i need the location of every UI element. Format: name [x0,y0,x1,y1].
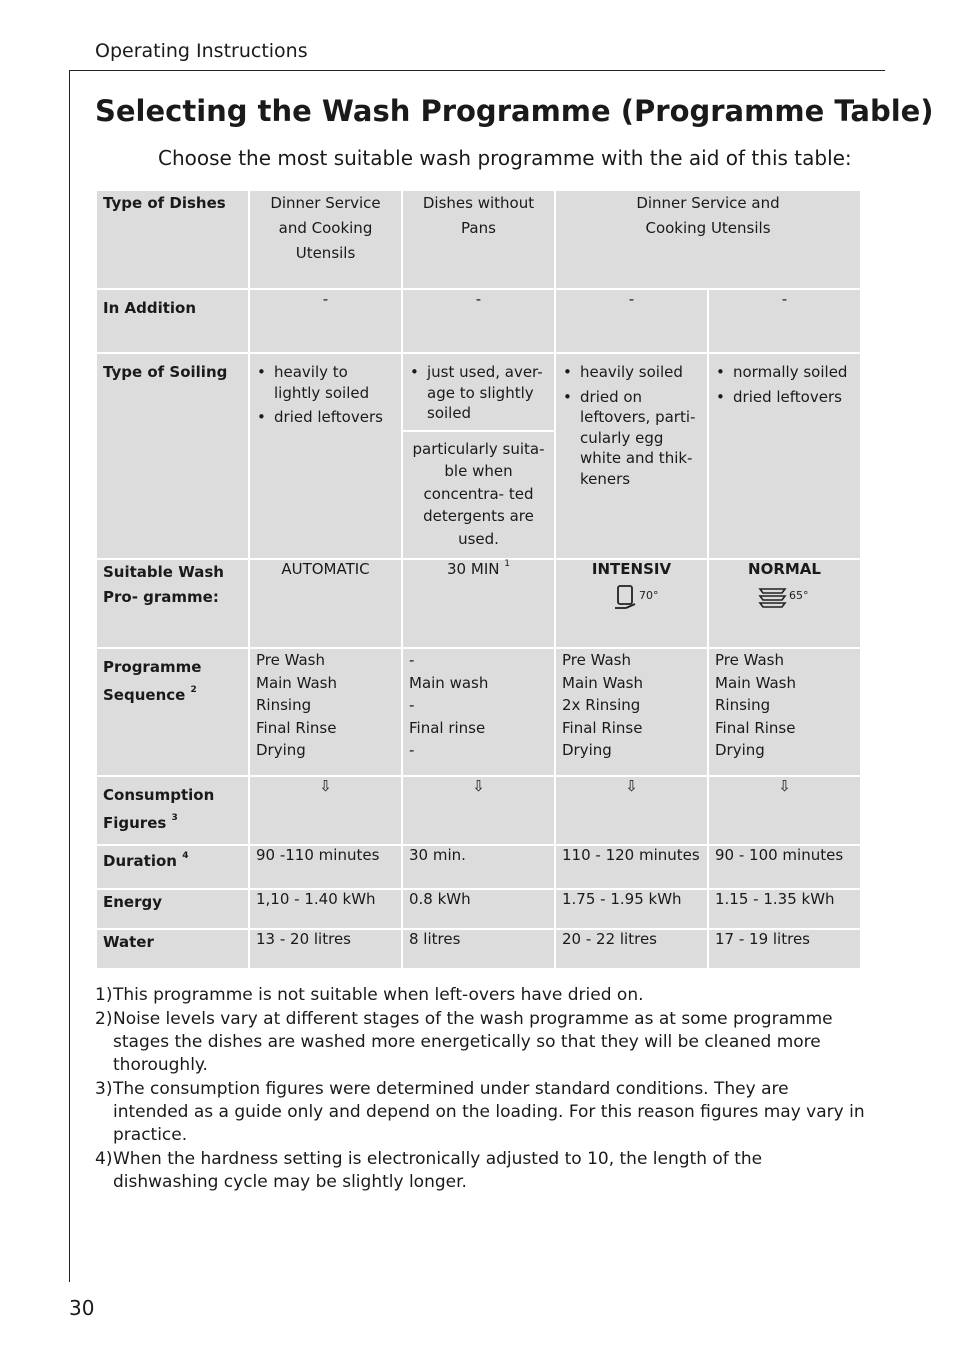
down-arrow-icon: ⇩ [556,777,707,844]
list-item: Drying [562,741,612,759]
programme-table [95,189,862,970]
footnote-number: 3) [95,1079,113,1099]
footnote-number: 2) [95,1009,113,1029]
row-header-duration [97,846,248,888]
list-item: - [409,696,415,714]
soiling-col2-list [409,354,548,424]
soiling-col4 [709,354,860,558]
footnote-number: 1) [95,985,113,1005]
down-arrow-icon: ⇩ [709,777,860,844]
list-item: Final Rinse [715,718,796,737]
water-col3: 20 - 22 litres [556,930,707,968]
row-header-type-of-soiling: Type of Soiling [97,354,248,558]
down-arrow-icon: ⇩ [250,777,401,844]
row-header-duration-label: Duration [103,852,177,870]
soiling-col3 [556,354,707,558]
row-header-energy: Energy [97,890,248,928]
energy-col3: 1.75 - 1.95 kWh [556,890,707,928]
list-item: - [409,741,415,759]
dishes-col34 [556,191,860,288]
list-item: - [409,651,415,669]
list-item: Pre Wash [256,651,326,669]
list-item: • dried leftovers [715,387,854,408]
down-arrow-icon: ⇩ [403,777,554,844]
duration-col3: 110 - 120 minutes [556,846,707,888]
list-item: • heavily soiled [562,362,701,383]
list-item: Rinsing [715,696,771,714]
page-number: 30 [69,1296,95,1320]
programme-col3 [556,560,707,647]
list-item: Final Rinse [562,718,643,737]
list-item: Drying [715,741,765,759]
row-programme-sequence [97,649,860,775]
water-col1: 13 - 20 litres [250,930,401,968]
footnote-text: The consumption figures were determined under standard conditions. They are intended as a guide only and depend on the loading. For this reason figures may vary in practice. [113,1079,865,1145]
programme-col2 [403,560,554,647]
soiling-col1 [250,354,401,558]
plates-icon [755,582,815,614]
in-addition-col1: - [250,290,401,352]
row-header-type-of-dishes: Type of Dishes [97,191,248,288]
list-item: Main Wash [715,673,796,692]
in-addition-col3: - [556,290,707,352]
row-energy [97,890,860,928]
programme-col4 [709,560,860,647]
footnote-text: When the hardness setting is electronically adjusted to 10, the length of the dishwashing cycle may be slightly longer. [113,1149,763,1192]
row-water [97,930,860,968]
list-item: Main Wash [562,673,643,692]
page-title: Selecting the Wash Programme (Programme Table) [95,94,934,128]
row-header-programme-sequence-label: Programme Sequence [103,658,202,704]
sequence-col4 [709,649,860,775]
row-header-consumption-figures [97,777,248,844]
footnote [95,1078,865,1147]
energy-col2: 0.8 kWh [403,890,554,928]
header-rule [69,70,885,71]
programme-col4-label: NORMAL [748,560,821,578]
water-col4: 17 - 19 litres [709,930,860,968]
list-item: • heavily to lightly soiled [256,362,395,403]
list-item: Pre Wash [715,651,785,669]
programme-col3-label: INTENSIV [591,560,672,578]
row-header-suitable-wash: Suitable Wash Pro- gramme: [97,560,248,647]
sequence-col2 [403,649,554,775]
row-type-of-soiling [97,354,860,558]
programme-col1: AUTOMATIC [250,560,401,647]
dishes-col34-text: Dinner Service and Cooking Utensils [636,194,780,237]
footnote-ref: 3 [171,813,178,823]
sequence-col1 [250,649,401,775]
soiling-col3-list [562,354,701,489]
duration-col2: 30 min. [403,846,554,888]
list-item: • dried leftovers [256,407,395,428]
water-col2: 8 litres [403,930,554,968]
dishes-col2: Dishes without Pans [403,191,554,288]
footnote [95,1008,865,1077]
margin-rule [69,70,70,1282]
list-item: Final Rinse [256,718,337,737]
soiling-col4-list [715,354,854,407]
pot-icon [602,582,662,614]
energy-col1: 1,10 - 1.40 kWh [250,890,401,928]
list-item: Main wash [409,673,489,692]
row-in-addition [97,290,860,352]
energy-col4: 1.15 - 1.35 kWh [709,890,860,928]
row-header-in-addition: In Addition [97,290,248,352]
footnote-text: This programme is not suitable when left-overs have dried on. [113,985,644,1005]
programme-col2-label: 30 MIN [447,560,500,578]
list-item: Final rinse [409,718,486,737]
footnote-ref: 2 [190,685,197,695]
soiling-col2-note: particularly suita- ble when concentra- ted detergents are used. [403,430,554,557]
footnote-text: Noise levels vary at different stages of the wash programme as at some programme stages the dishes are washed more energetically so that they will be cleaned more thoroughly. [113,1009,833,1075]
footnote-ref: 4 [182,851,189,861]
in-addition-col4: - [709,290,860,352]
row-consumption-figures [97,777,860,844]
programme-col3-temp: 70° [638,589,658,602]
dishes-col1: Dinner Service and Cooking Utensils [250,191,401,288]
programme-col4-temp: 65° [788,589,808,602]
list-item: Drying [256,741,306,759]
list-item: • dried on leftovers, parti- cularly egg white and thik- keners [562,387,701,490]
list-item: Rinsing [256,696,312,714]
row-type-of-dishes [97,191,860,288]
footnote [95,1148,865,1194]
soiling-col1-list [256,354,395,428]
footnote-ref: 1 [504,559,510,569]
footnotes [95,984,865,1195]
sequence-col3 [556,649,707,775]
soiling-col2 [403,354,554,558]
list-item: • normally soiled [715,362,854,383]
row-header-water: Water [97,930,248,968]
list-item: Pre Wash [562,651,632,669]
row-header-programme-sequence [97,649,248,775]
row-header-consumption-figures-label: Consumption Figures [103,786,215,832]
duration-col1: 90 -110 minutes [250,846,401,888]
list-item: 2x Rinsing [562,696,641,714]
row-duration [97,846,860,888]
list-item: • just used, aver- age to slightly soiled [409,362,548,424]
row-suitable-wash [97,560,860,647]
running-header: Operating Instructions [95,40,308,62]
list-item: Main Wash [256,673,337,692]
footnote [95,984,865,1007]
in-addition-col2: - [403,290,554,352]
duration-col4: 90 - 100 minutes [709,846,860,888]
footnote-number: 4) [95,1149,113,1169]
intro-text: Choose the most suitable wash programme with the aid of this table: [158,146,852,170]
